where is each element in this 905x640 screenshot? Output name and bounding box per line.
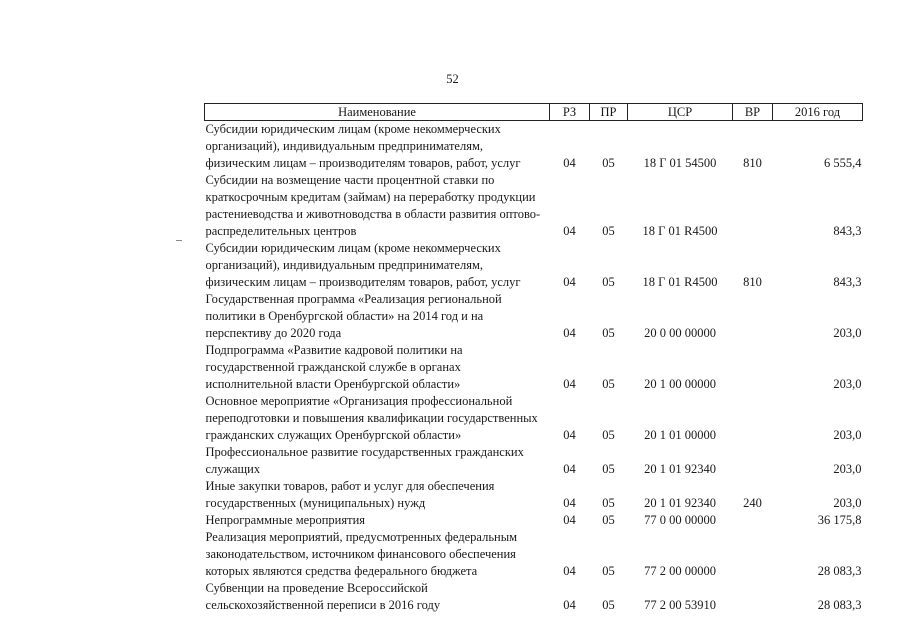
row-vr: 240 [743,496,762,510]
row-csr: 20 1 01 92340 [644,462,716,476]
row-rz: 04 [563,564,576,578]
row-name: Профессиональное развитие государственных гражданских служащих [205,445,524,476]
row-pr: 05 [602,564,615,578]
row-rz: 04 [563,275,576,289]
row-pr: 05 [602,275,615,289]
table-row [205,478,863,512]
row-vr [733,291,773,342]
row-csr: 20 1 01 92340 [644,496,716,510]
row-csr: 20 1 01 00000 [644,428,716,442]
row-vr [733,444,773,478]
row-pr: 05 [602,224,615,238]
row-csr: 20 0 00 00000 [644,326,716,340]
table-row [205,512,863,529]
table-row [205,342,863,393]
budget-table [204,103,863,614]
row-rz: 04 [563,326,576,340]
column-header-rz: РЗ [550,104,590,121]
table-row [205,240,863,291]
row-name: Иные закупки товаров, работ и услуг для обеспечения государственных (муниципальных) нужд [205,479,495,510]
row-rz: 04 [563,377,576,391]
table-row [205,291,863,342]
row-vr [733,342,773,393]
row-csr: 20 1 00 00000 [644,377,716,391]
row-name: Реализация мероприятий, предусмотренных федеральным законодательством, источником финансового обеспечения которых являются средства федерального бюджета [205,530,518,578]
row-name: Субсидии на возмещение части процентной ставки по краткосрочным кредитам (займам) на переработку продукции растениеводства и животноводства в области развития оптово- распределительных центров [205,173,541,238]
row-rz: 04 [563,513,576,527]
column-header-name: Наименование [205,104,550,121]
margin-mark [176,240,182,241]
row-csr: 18 Г 01 R4500 [642,275,718,289]
row-pr: 05 [602,513,615,527]
row-rz: 04 [563,428,576,442]
row-name: Подпрограмма «Развитие кадровой политики на государственной гражданской службе в органах исполнительной власти Оренбургской области» [205,343,463,391]
row-rz: 04 [563,496,576,510]
row-rz: 04 [563,156,576,170]
row-csr: 18 Г 01 R4500 [642,224,718,238]
row-name: Субвенции на проведение Всероссийской сельскохозяйственной переписи в 2016 году [205,581,441,612]
row-rz: 04 [563,224,576,238]
row-amount: 203,0 [833,496,862,510]
row-amount: 203,0 [833,462,862,476]
table-row [205,393,863,444]
table-row [205,580,863,614]
row-amount: 28 083,3 [817,564,862,578]
row-pr: 05 [602,326,615,340]
row-pr: 05 [602,598,615,612]
row-amount: 36 175,8 [817,513,862,527]
row-vr [733,393,773,444]
row-name: Основное мероприятие «Организация профессиональной переподготовки и повышения квалификации государственных гражданских служащих Оренбургской области» [205,394,538,442]
row-name: Непрограммные мероприятия [205,513,366,527]
row-csr: 77 2 00 53910 [644,598,716,612]
row-amount: 203,0 [833,428,862,442]
table-row [205,172,863,240]
row-vr [733,172,773,240]
row-vr [733,529,773,580]
row-amount: 203,0 [833,377,862,391]
row-amount: 28 083,3 [817,598,862,612]
row-vr: 810 [743,156,762,170]
row-name: Субсидии юридическим лицам (кроме некоммерческих организаций), индивидуальным предпринимателям, физическим лицам – производителям товаров, работ, услуг [205,241,521,289]
column-header-year: 2016 год [773,104,863,121]
row-rz: 04 [563,598,576,612]
row-csr: 77 2 00 00000 [644,564,716,578]
row-amount: 843,3 [833,275,862,289]
table-body [205,121,863,615]
row-vr [733,512,773,529]
table-row [205,444,863,478]
row-rz: 04 [563,462,576,476]
row-amount: 843,3 [833,224,862,238]
row-amount: 203,0 [833,326,862,340]
page-number: 52 [446,72,459,86]
row-pr: 05 [602,462,615,476]
row-csr: 18 Г 01 54500 [643,156,717,170]
row-name: Субсидии юридическим лицам (кроме некоммерческих организаций), индивидуальным предпринимателям, физическим лицам – производителям товаров, работ, услуг [205,122,521,170]
row-pr: 05 [602,156,615,170]
row-pr: 05 [602,377,615,391]
column-header-vr: ВР [733,104,773,121]
row-vr: 810 [743,275,762,289]
row-pr: 05 [602,428,615,442]
row-amount: 6 555,4 [824,156,862,170]
row-vr [733,580,773,614]
row-csr: 77 0 00 00000 [644,513,716,527]
table-row [205,529,863,580]
table-header-row [205,104,863,121]
table-row [205,121,863,173]
column-header-pr: ПР [590,104,628,121]
row-name: Государственная программа «Реализация региональной политики в Оренбургской области» на 2014 год и на перспективу до 2020 года [205,292,502,340]
column-header-csr: ЦСР [628,104,733,121]
row-pr: 05 [602,496,615,510]
